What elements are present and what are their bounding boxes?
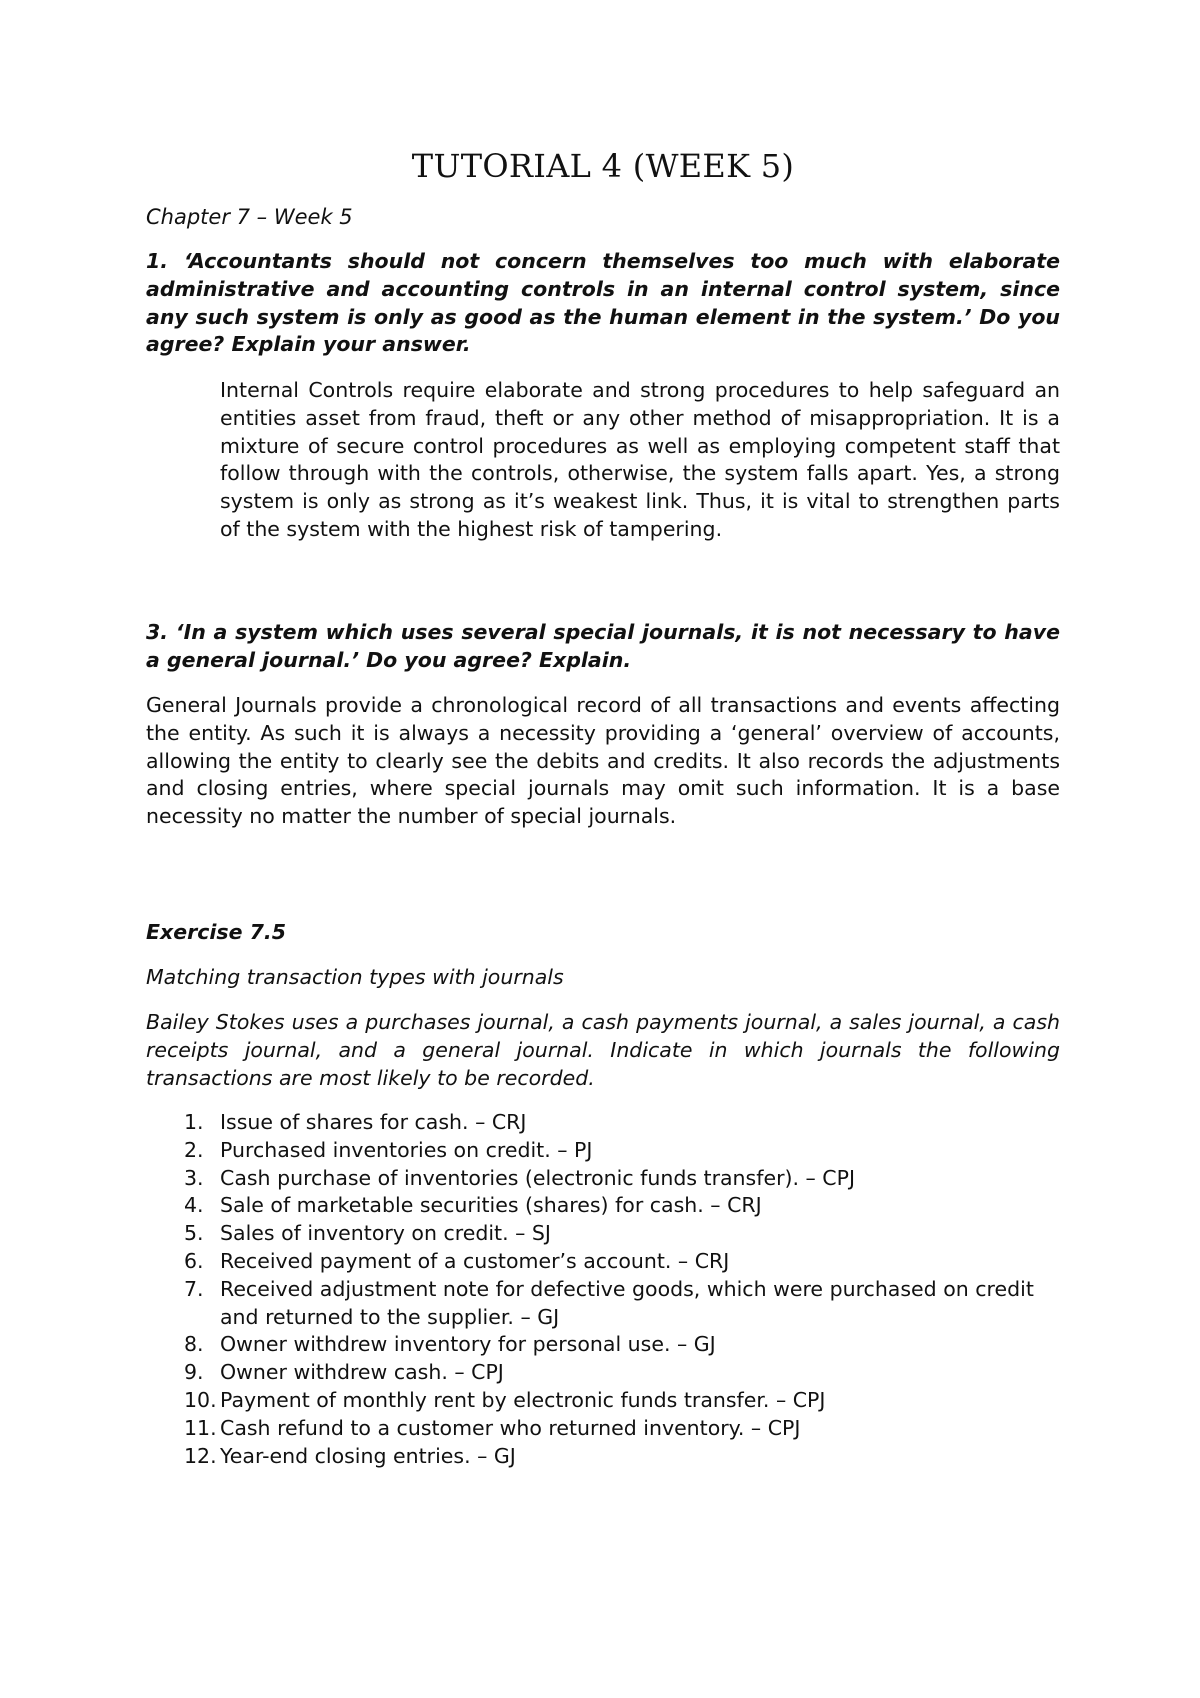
list-item-number: 9. <box>184 1360 204 1385</box>
exercise-instruction: Bailey Stokes uses a purchases journal, a cash payments journal, a sales journal, a cash receipts journal, and a general journal. Indicate in which journals the following transactions are most likely to be recorded. <box>146 1010 1060 1090</box>
list-item-number: 12. <box>184 1443 217 1468</box>
list-item-number: 5. <box>184 1221 204 1246</box>
list-item-text: Received adjustment note for defective goods, which were purchased on credit and returned to the supplier. – GJ <box>220 1276 1034 1329</box>
document-page <box>146 0 1060 1698</box>
list-item-text: Owner withdrew cash. – CPJ <box>220 1360 504 1385</box>
list-item-number: 1. <box>184 1110 204 1134</box>
list-item <box>146 1220 1060 1248</box>
list-item-text: Year-end closing entries. – GJ <box>220 1443 516 1468</box>
list-item <box>146 1415 1060 1443</box>
list-item-text: Payment of monthly rent by electronic funds transfer. – CPJ <box>220 1387 826 1412</box>
list-item <box>146 1137 1060 1165</box>
list-item-number: 6. <box>184 1248 204 1273</box>
list-item-text: Sales of inventory on credit. – SJ <box>220 1221 551 1246</box>
document-title: TUTORIAL 4 (WEEK 5) <box>411 147 795 185</box>
list-item-text: Cash purchase of inventories (electronic funds transfer). – CPJ <box>220 1165 856 1190</box>
list-item <box>146 1331 1060 1359</box>
list-item-number: 8. <box>184 1332 204 1357</box>
question-1: 1. ‘Accountants should not concern themselves too much with elaborate administrative and accounting controls in an internal control system, since any such system is only as good as the human element in the system.’ Do you agree? Explain your answer. <box>146 249 1060 357</box>
list-item <box>146 1165 1060 1193</box>
list-item-number: 11. <box>184 1415 217 1440</box>
list-item <box>146 1248 1060 1276</box>
list-item-number: 3. <box>184 1165 204 1190</box>
list-item-text: Sale of marketable securities (shares) for cash. – CRJ <box>220 1193 762 1218</box>
list-item-number: 4. <box>184 1193 204 1218</box>
list-item-text: Purchased inventories on credit. – PJ <box>220 1137 593 1162</box>
list-item <box>146 1276 1060 1332</box>
list-item-text: Received payment of a customer’s account. – CRJ <box>220 1248 730 1273</box>
list-item-number: 7. <box>184 1276 204 1301</box>
list-item <box>146 1387 1060 1415</box>
list-item <box>146 1192 1060 1220</box>
list-item-number: 10. <box>184 1387 217 1412</box>
list-item-text: Owner withdrew inventory for personal use. – GJ <box>220 1332 716 1357</box>
list-item-text: Cash refund to a customer who returned inventory. – CPJ <box>220 1415 801 1440</box>
list-item <box>146 1109 1060 1137</box>
exercise-subtitle: Matching transaction types with journals <box>146 965 564 989</box>
list-item <box>146 1443 1060 1471</box>
list-item-number: 2. <box>184 1137 204 1162</box>
transaction-list <box>146 1109 1060 1470</box>
question-3: 3. ‘In a system which uses several special journals, it is not necessary to have a general journal.’ Do you agree? Explain. <box>146 620 1060 672</box>
list-item-text: Issue of shares for cash. – CRJ <box>220 1110 527 1134</box>
chapter-heading: Chapter 7 – Week 5 <box>146 205 353 229</box>
list-item <box>146 1359 1060 1387</box>
answer-3: General Journals provide a chronological record of all transactions and events affecting the entity. As such it is always a necessity providing a ‘general’ overview of accounts, allowing the entity to clearly see the debits and credits. It also records the adjustments and closing entries, where special journals may omit such information. It is a base necessity no matter the number of special journals. <box>146 693 1060 829</box>
answer-1: Internal Controls require elaborate and strong procedures to help safeguard an entities asset from fraud, theft or any other method of misappropriation. It is a mixture of secure control procedures as well as employing competent staff that follow through with the controls, otherwise, the system falls apart. Yes, a strong system is only as strong as it’s weakest link. Thus, it is vital to strengthen parts of the system with the highest risk of tampering. <box>220 378 1060 541</box>
exercise-title: Exercise 7.5 <box>146 920 286 944</box>
